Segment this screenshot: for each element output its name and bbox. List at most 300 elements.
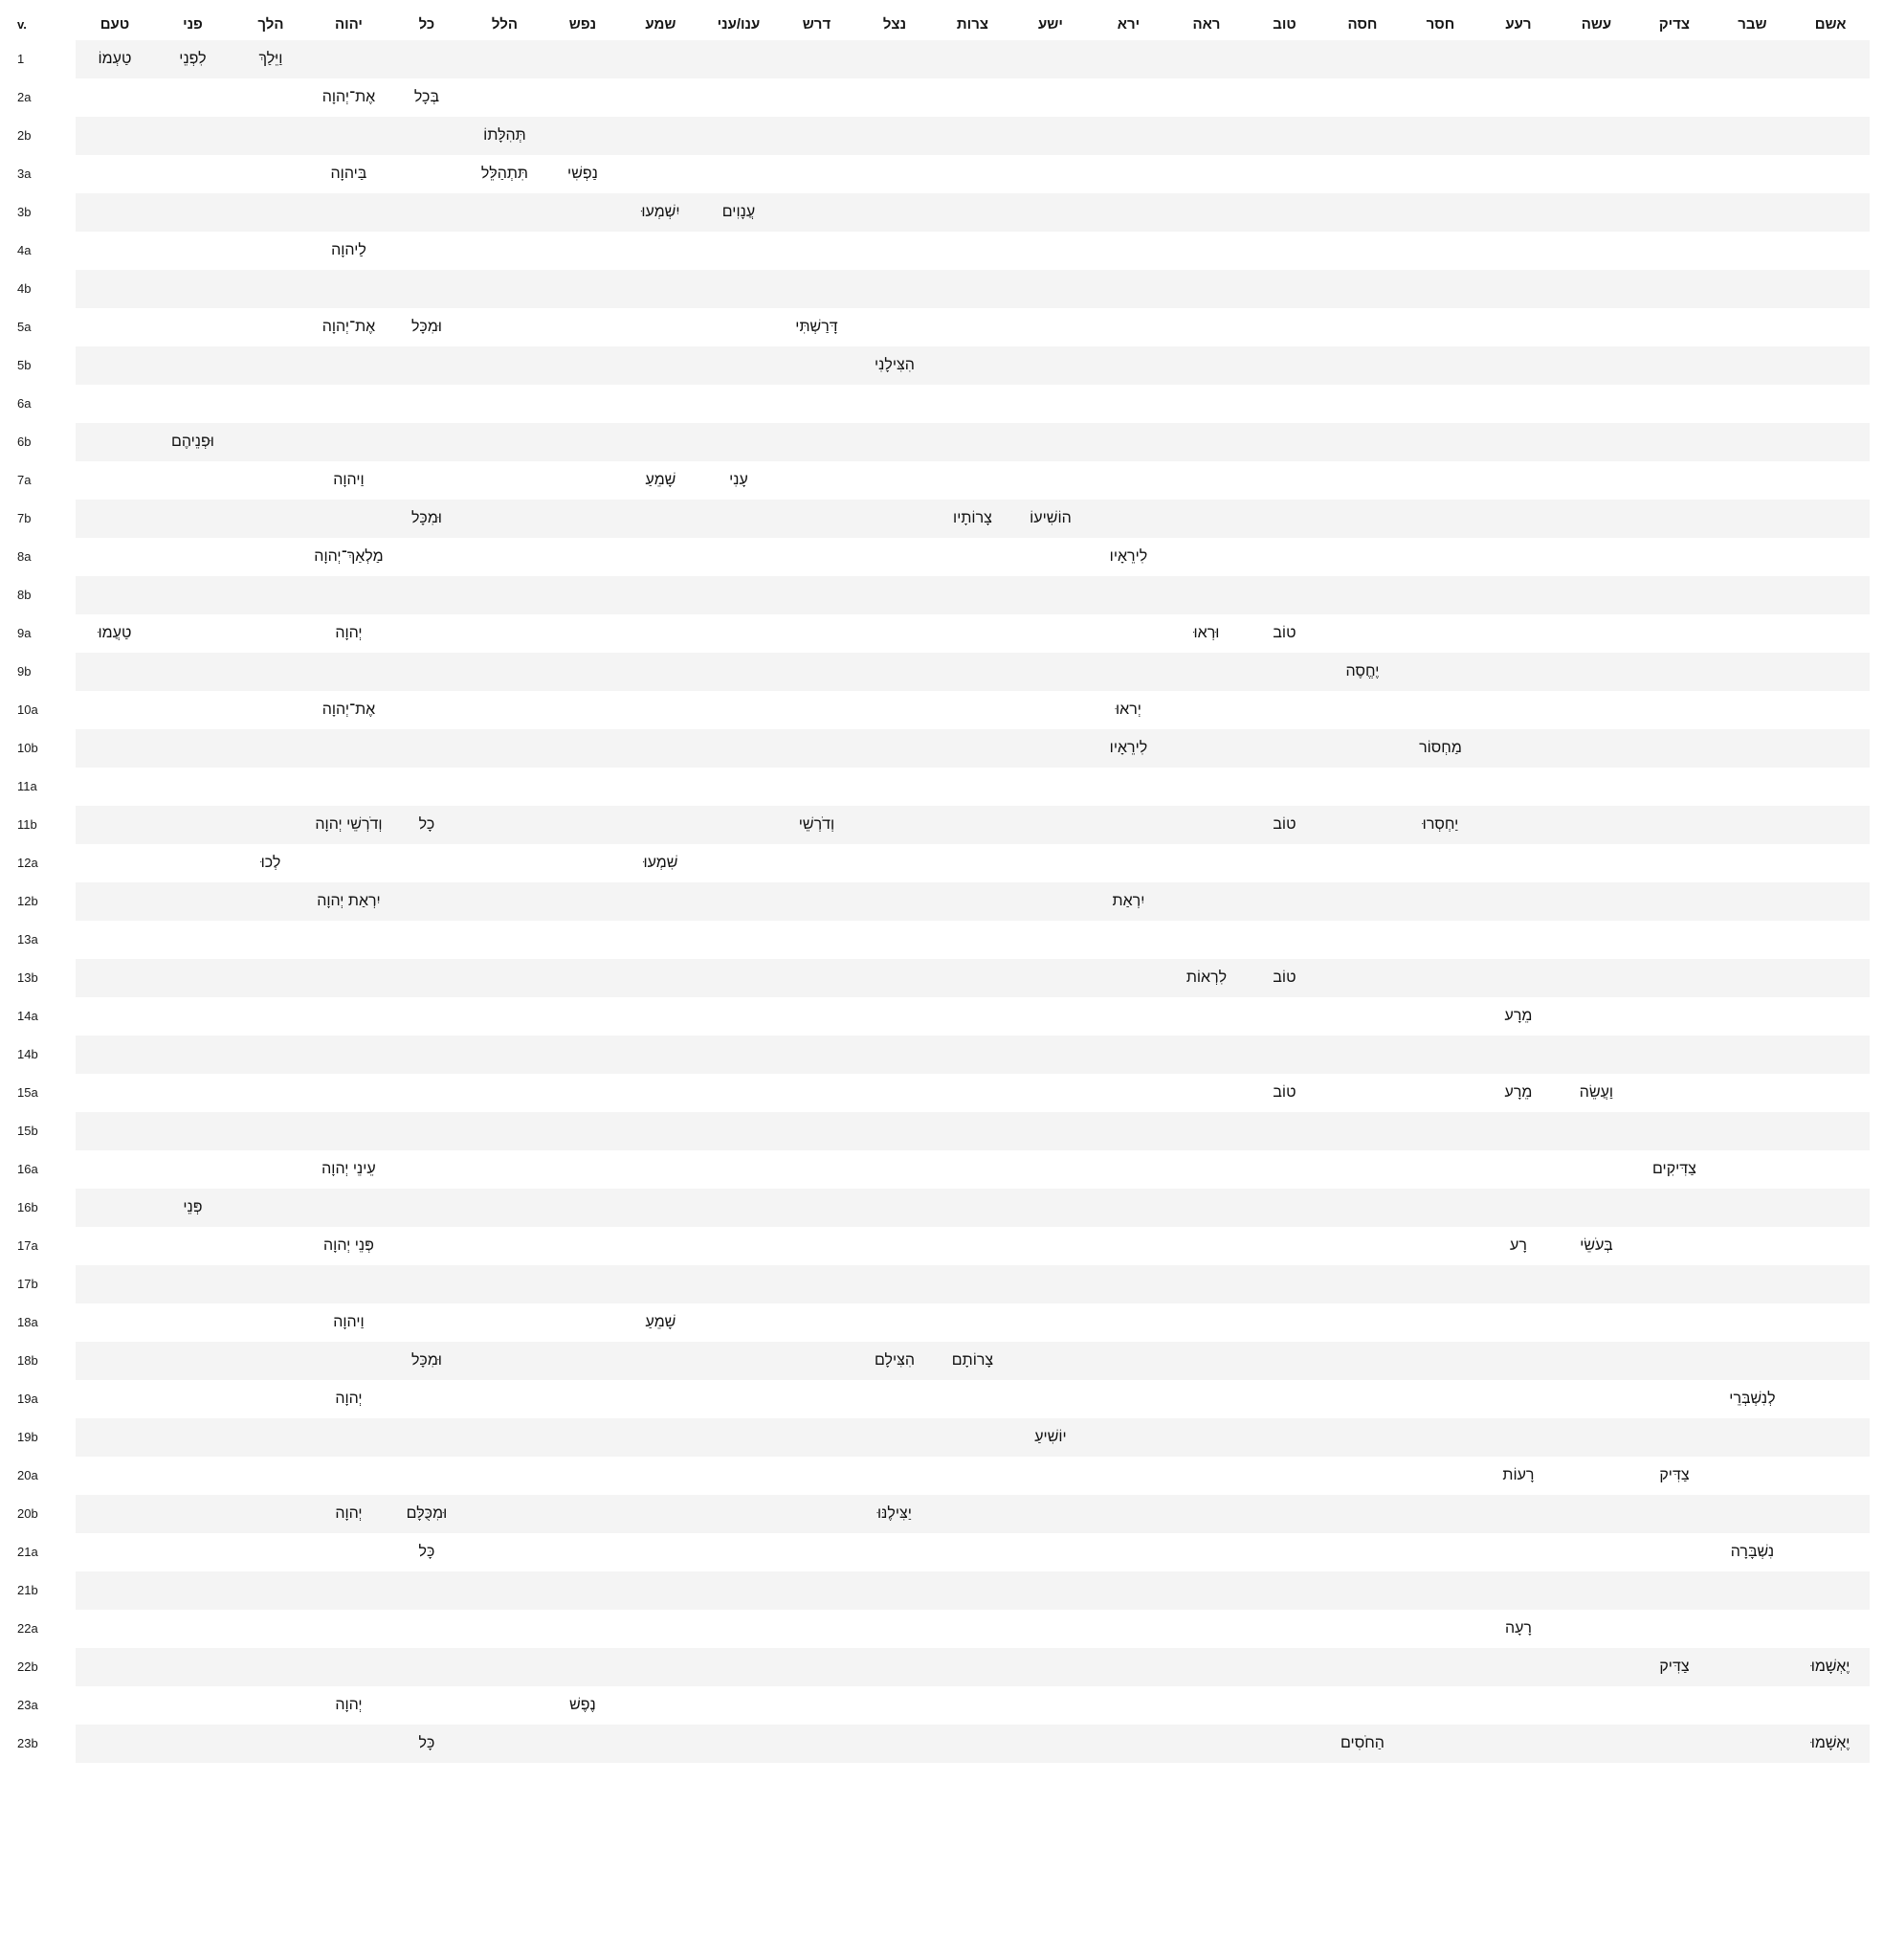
cell-r19-c18 [1479, 768, 1558, 806]
header-root-10: נצל [882, 15, 907, 33]
verse-label: 13b [13, 959, 76, 997]
cell-r2-c7 [622, 117, 700, 155]
cell-r21-c17 [1402, 844, 1480, 882]
cell-r31-c8 [699, 1227, 778, 1265]
cell-r31-c21 [1714, 1227, 1792, 1265]
cell-r44-c16: הַחֹסִים [1323, 1725, 1402, 1763]
cell-r33-c11 [934, 1303, 1012, 1342]
cell-r16-c10 [855, 653, 934, 691]
cell-r38-c20 [1635, 1495, 1714, 1533]
cell-r13-c0 [76, 538, 154, 576]
cell-r1-c11 [934, 78, 1012, 117]
cell-r38-c19 [1558, 1495, 1636, 1533]
cell-r33-c2 [232, 1303, 310, 1342]
cell-r24-c11 [934, 959, 1012, 997]
cell-r25-c0 [76, 997, 154, 1036]
cell-r43-c19 [1558, 1686, 1636, 1725]
table-row [13, 921, 1870, 959]
cell-r13-c3: מַלְאַךְ־יְהוָה [310, 538, 388, 576]
cell-r12-c5 [466, 500, 544, 538]
cell-r6-c8 [699, 270, 778, 308]
table-row [13, 1648, 1870, 1686]
cell-r39-c19 [1558, 1533, 1636, 1571]
cell-r23-c0 [76, 921, 154, 959]
cell-r3-c14 [1167, 155, 1246, 193]
cell-r32-c4 [388, 1265, 466, 1303]
cell-r13-c4 [388, 538, 466, 576]
cell-r10-c14 [1167, 423, 1246, 461]
cell-r11-c13 [1090, 461, 1168, 500]
cell-r6-c11 [934, 270, 1012, 308]
cell-r25-c14 [1167, 997, 1246, 1036]
verse-label: 18a [13, 1303, 76, 1342]
cell-r9-c3 [310, 385, 388, 423]
verse-label: 12b [13, 882, 76, 921]
cell-r11-c3: וַיהוָה [310, 461, 388, 500]
cell-r4-c19 [1558, 193, 1636, 232]
cell-r8-c14 [1167, 346, 1246, 385]
cell-r4-c1 [154, 193, 233, 232]
table-row [13, 538, 1870, 576]
cell-r26-c1 [154, 1036, 233, 1074]
cell-r40-c16 [1323, 1571, 1402, 1610]
cell-r16-c4 [388, 653, 466, 691]
cell-r0-c20 [1635, 40, 1714, 78]
cell-r9-c8 [699, 385, 778, 423]
cell-r29-c6 [543, 1150, 622, 1189]
cell-r36-c7 [622, 1418, 700, 1457]
cell-r24-c3 [310, 959, 388, 997]
cell-r8-c10: הִצִּילָנִי [855, 346, 934, 385]
cell-r44-c12 [1011, 1725, 1090, 1763]
verse-label: 15a [13, 1074, 76, 1112]
cell-r37-c1 [154, 1457, 233, 1495]
cell-r35-c22 [1791, 1380, 1870, 1418]
cell-r30-c11 [934, 1189, 1012, 1227]
cell-r5-c5 [466, 232, 544, 270]
cell-r34-c4: וּמִכָּל [388, 1342, 466, 1380]
header-root-0: טעם [100, 15, 130, 33]
cell-r19-c3 [310, 768, 388, 806]
cell-r21-c20 [1635, 844, 1714, 882]
cell-r35-c11 [934, 1380, 1012, 1418]
cell-r30-c4 [388, 1189, 466, 1227]
cell-r31-c6 [543, 1227, 622, 1265]
cell-r19-c10 [855, 768, 934, 806]
verse-label: 18b [13, 1342, 76, 1380]
cell-r19-c11 [934, 768, 1012, 806]
cell-r29-c4 [388, 1150, 466, 1189]
cell-r37-c18: רָעוֹת [1479, 1457, 1558, 1495]
cell-r8-c9 [778, 346, 856, 385]
cell-r18-c6 [543, 729, 622, 768]
cell-r30-c6 [543, 1189, 622, 1227]
table-row [13, 78, 1870, 117]
cell-r26-c14 [1167, 1036, 1246, 1074]
cell-r42-c12 [1011, 1648, 1090, 1686]
cell-r35-c1 [154, 1380, 233, 1418]
cell-r30-c13 [1090, 1189, 1168, 1227]
verse-label: 13a [13, 921, 76, 959]
cell-r0-c14 [1167, 40, 1246, 78]
cell-r24-c14: לִרְאוֹת [1167, 959, 1246, 997]
cell-r15-c19 [1558, 614, 1636, 653]
cell-r33-c22 [1791, 1303, 1870, 1342]
cell-r29-c5 [466, 1150, 544, 1189]
cell-r41-c20 [1635, 1610, 1714, 1648]
cell-r16-c16: יֶחֱסֶה [1323, 653, 1402, 691]
cell-r43-c5 [466, 1686, 544, 1725]
table-row [13, 1303, 1870, 1342]
table-row [13, 959, 1870, 997]
cell-r17-c5 [466, 691, 544, 729]
cell-r32-c2 [232, 1265, 310, 1303]
cell-r41-c19 [1558, 1610, 1636, 1648]
cell-r1-c2 [232, 78, 310, 117]
cell-r40-c10 [855, 1571, 934, 1610]
cell-r33-c7: שָׁמֵעַ [622, 1303, 700, 1342]
cell-r5-c9 [778, 232, 856, 270]
table-row [13, 1686, 1870, 1725]
cell-r6-c19 [1558, 270, 1636, 308]
table-row [13, 1418, 1870, 1457]
cell-r42-c16 [1323, 1648, 1402, 1686]
cell-r0-c16 [1323, 40, 1402, 78]
cell-r19-c14 [1167, 768, 1246, 806]
cell-r20-c10 [855, 806, 934, 844]
cell-r15-c22 [1791, 614, 1870, 653]
cell-r16-c3 [310, 653, 388, 691]
cell-r34-c22 [1791, 1342, 1870, 1380]
header-verse: v. [17, 16, 27, 32]
cell-r17-c21 [1714, 691, 1792, 729]
cell-r24-c22 [1791, 959, 1870, 997]
table-row [13, 1112, 1870, 1150]
cell-r29-c10 [855, 1150, 934, 1189]
cell-r23-c5 [466, 921, 544, 959]
header-root-7: שמע [645, 15, 676, 33]
cell-r25-c7 [622, 997, 700, 1036]
cell-r38-c21 [1714, 1495, 1792, 1533]
cell-r14-c19 [1558, 576, 1636, 614]
cell-r16-c21 [1714, 653, 1792, 691]
cell-r0-c10 [855, 40, 934, 78]
cell-r25-c4 [388, 997, 466, 1036]
cell-r36-c10 [855, 1418, 934, 1457]
cell-r27-c2 [232, 1074, 310, 1112]
cell-r29-c3: עֵינֵי יְהוָה [310, 1150, 388, 1189]
cell-r25-c22 [1791, 997, 1870, 1036]
cell-r37-c11 [934, 1457, 1012, 1495]
cell-r29-c9 [778, 1150, 856, 1189]
cell-r41-c12 [1011, 1610, 1090, 1648]
cell-r14-c20 [1635, 576, 1714, 614]
cell-r43-c4 [388, 1686, 466, 1725]
cell-r33-c9 [778, 1303, 856, 1342]
cell-r23-c6 [543, 921, 622, 959]
cell-r4-c15 [1246, 193, 1324, 232]
cell-r26-c13 [1090, 1036, 1168, 1074]
cell-r29-c7 [622, 1150, 700, 1189]
cell-r30-c3 [310, 1189, 388, 1227]
cell-r40-c21 [1714, 1571, 1792, 1610]
cell-r23-c2 [232, 921, 310, 959]
cell-r41-c10 [855, 1610, 934, 1648]
cell-r1-c0 [76, 78, 154, 117]
cell-r1-c14 [1167, 78, 1246, 117]
cell-r25-c3 [310, 997, 388, 1036]
cell-r42-c5 [466, 1648, 544, 1686]
cell-r2-c10 [855, 117, 934, 155]
cell-r34-c8 [699, 1342, 778, 1380]
cell-r32-c5 [466, 1265, 544, 1303]
cell-r7-c20 [1635, 308, 1714, 346]
cell-r1-c9 [778, 78, 856, 117]
cell-r8-c19 [1558, 346, 1636, 385]
cell-r12-c14 [1167, 500, 1246, 538]
cell-r39-c15 [1246, 1533, 1324, 1571]
cell-r38-c13 [1090, 1495, 1168, 1533]
cell-r39-c8 [699, 1533, 778, 1571]
cell-r24-c12 [1011, 959, 1090, 997]
cell-r26-c0 [76, 1036, 154, 1074]
cell-r22-c8 [699, 882, 778, 921]
cell-r32-c6 [543, 1265, 622, 1303]
cell-r27-c3 [310, 1074, 388, 1112]
cell-r5-c0 [76, 232, 154, 270]
cell-r29-c22 [1791, 1150, 1870, 1189]
cell-r22-c12 [1011, 882, 1090, 921]
cell-r37-c15 [1246, 1457, 1324, 1495]
cell-r12-c13 [1090, 500, 1168, 538]
cell-r17-c20 [1635, 691, 1714, 729]
cell-r14-c9 [778, 576, 856, 614]
cell-r15-c18 [1479, 614, 1558, 653]
cell-r42-c9 [778, 1648, 856, 1686]
cell-r8-c20 [1635, 346, 1714, 385]
cell-r21-c16 [1323, 844, 1402, 882]
cell-r12-c7 [622, 500, 700, 538]
cell-r35-c10 [855, 1380, 934, 1418]
cell-r34-c21 [1714, 1342, 1792, 1380]
cell-r5-c2 [232, 232, 310, 270]
cell-r42-c7 [622, 1648, 700, 1686]
cell-r36-c21 [1714, 1418, 1792, 1457]
cell-r1-c13 [1090, 78, 1168, 117]
cell-r12-c22 [1791, 500, 1870, 538]
cell-r13-c13: לִירֵאָיו [1090, 538, 1168, 576]
cell-r31-c7 [622, 1227, 700, 1265]
cell-r30-c12 [1011, 1189, 1090, 1227]
cell-r8-c12 [1011, 346, 1090, 385]
cell-r8-c5 [466, 346, 544, 385]
cell-r3-c17 [1402, 155, 1480, 193]
cell-r13-c10 [855, 538, 934, 576]
cell-r32-c20 [1635, 1265, 1714, 1303]
cell-r22-c13: יִרְאַת [1090, 882, 1168, 921]
cell-r18-c17: מַחְסוֹר [1402, 729, 1480, 768]
cell-r28-c9 [778, 1112, 856, 1150]
cell-r41-c13 [1090, 1610, 1168, 1648]
cell-r27-c4 [388, 1074, 466, 1112]
cell-r0-c22 [1791, 40, 1870, 78]
verse-label: 14b [13, 1036, 76, 1074]
cell-r38-c6 [543, 1495, 622, 1533]
cell-r10-c10 [855, 423, 934, 461]
cell-r15-c17 [1402, 614, 1480, 653]
table-row [13, 1457, 1870, 1495]
cell-r10-c22 [1791, 423, 1870, 461]
cell-r7-c15 [1246, 308, 1324, 346]
cell-r42-c20: צַדִּיק [1635, 1648, 1714, 1686]
cell-r40-c18 [1479, 1571, 1558, 1610]
cell-r8-c22 [1791, 346, 1870, 385]
cell-r16-c17 [1402, 653, 1480, 691]
cell-r39-c21: נִשְׁבָּרָה [1714, 1533, 1792, 1571]
cell-r8-c21 [1714, 346, 1792, 385]
cell-r26-c2 [232, 1036, 310, 1074]
cell-r12-c15 [1246, 500, 1324, 538]
cell-r34-c15 [1246, 1342, 1324, 1380]
cell-r39-c2 [232, 1533, 310, 1571]
cell-r9-c19 [1558, 385, 1636, 423]
cell-r8-c15 [1246, 346, 1324, 385]
cell-r5-c21 [1714, 232, 1792, 270]
cell-r31-c13 [1090, 1227, 1168, 1265]
cell-r43-c14 [1167, 1686, 1246, 1725]
cell-r37-c7 [622, 1457, 700, 1495]
cell-r39-c18 [1479, 1533, 1558, 1571]
cell-r9-c0 [76, 385, 154, 423]
cell-r32-c12 [1011, 1265, 1090, 1303]
cell-r7-c8 [699, 308, 778, 346]
cell-r22-c3: יִרְאַת יְהוָה [310, 882, 388, 921]
cell-r36-c20 [1635, 1418, 1714, 1457]
cell-r25-c5 [466, 997, 544, 1036]
cell-r19-c1 [154, 768, 233, 806]
cell-r28-c12 [1011, 1112, 1090, 1150]
cell-r23-c17 [1402, 921, 1480, 959]
cell-r23-c7 [622, 921, 700, 959]
cell-r22-c11 [934, 882, 1012, 921]
cell-r29-c20: צַדִּיקִים [1635, 1150, 1714, 1189]
cell-r21-c13 [1090, 844, 1168, 882]
table-row [13, 1150, 1870, 1189]
cell-r9-c2 [232, 385, 310, 423]
cell-r23-c4 [388, 921, 466, 959]
cell-r10-c0 [76, 423, 154, 461]
cell-r40-c4 [388, 1571, 466, 1610]
cell-r30-c10 [855, 1189, 934, 1227]
cell-r15-c21 [1714, 614, 1792, 653]
cell-r11-c16 [1323, 461, 1402, 500]
cell-r11-c11 [934, 461, 1012, 500]
cell-r4-c12 [1011, 193, 1090, 232]
cell-r9-c22 [1791, 385, 1870, 423]
cell-r3-c5: תִּתְהַלֵּל [466, 155, 544, 193]
cell-r0-c11 [934, 40, 1012, 78]
cell-r41-c17 [1402, 1610, 1480, 1648]
cell-r12-c11: צָרוֹתָיו [934, 500, 1012, 538]
cell-r35-c12 [1011, 1380, 1090, 1418]
cell-r28-c22 [1791, 1112, 1870, 1150]
cell-r3-c0 [76, 155, 154, 193]
cell-r19-c8 [699, 768, 778, 806]
lexical-distribution-table [13, 8, 1870, 1763]
cell-r2-c20 [1635, 117, 1714, 155]
cell-r37-c8 [699, 1457, 778, 1495]
cell-r42-c6 [543, 1648, 622, 1686]
cell-r20-c16 [1323, 806, 1402, 844]
cell-r0-c5 [466, 40, 544, 78]
cell-r21-c5 [466, 844, 544, 882]
cell-r11-c12 [1011, 461, 1090, 500]
cell-r31-c18: רָע [1479, 1227, 1558, 1265]
cell-r14-c15 [1246, 576, 1324, 614]
cell-r14-c6 [543, 576, 622, 614]
cell-r28-c2 [232, 1112, 310, 1150]
cell-r31-c19: בְּעֹשֵׂי [1558, 1227, 1636, 1265]
cell-r44-c7 [622, 1725, 700, 1763]
cell-r32-c21 [1714, 1265, 1792, 1303]
cell-r13-c9 [778, 538, 856, 576]
cell-r18-c12 [1011, 729, 1090, 768]
cell-r6-c3 [310, 270, 388, 308]
cell-r28-c16 [1323, 1112, 1402, 1150]
cell-r32-c22 [1791, 1265, 1870, 1303]
cell-r37-c6 [543, 1457, 622, 1495]
cell-r18-c5 [466, 729, 544, 768]
cell-r1-c5 [466, 78, 544, 117]
cell-r14-c2 [232, 576, 310, 614]
cell-r11-c8: עָנִי [699, 461, 778, 500]
cell-r0-c0: טַעְמוֹ [76, 40, 154, 78]
cell-r23-c19 [1558, 921, 1636, 959]
cell-r3-c11 [934, 155, 1012, 193]
cell-r33-c21 [1714, 1303, 1792, 1342]
cell-r7-c6 [543, 308, 622, 346]
cell-r40-c8 [699, 1571, 778, 1610]
cell-r23-c13 [1090, 921, 1168, 959]
cell-r16-c12 [1011, 653, 1090, 691]
cell-r13-c1 [154, 538, 233, 576]
cell-r7-c9: דָּרַשְׁתִּי [778, 308, 856, 346]
cell-r25-c21 [1714, 997, 1792, 1036]
cell-r5-c17 [1402, 232, 1480, 270]
cell-r42-c15 [1246, 1648, 1324, 1686]
cell-r18-c11 [934, 729, 1012, 768]
verse-label: 3b [13, 193, 76, 232]
cell-r37-c20: צַדִּיק [1635, 1457, 1714, 1495]
cell-r30-c16 [1323, 1189, 1402, 1227]
cell-r2-c16 [1323, 117, 1402, 155]
cell-r6-c16 [1323, 270, 1402, 308]
cell-r7-c3: אֶת־יְהוָה [310, 308, 388, 346]
cell-r16-c9 [778, 653, 856, 691]
cell-r4-c10 [855, 193, 934, 232]
table-row [13, 1533, 1870, 1571]
cell-r41-c4 [388, 1610, 466, 1648]
cell-r31-c2 [232, 1227, 310, 1265]
cell-r7-c14 [1167, 308, 1246, 346]
verse-label: 3a [13, 155, 76, 193]
cell-r39-c4: כָּל [388, 1533, 466, 1571]
cell-r13-c8 [699, 538, 778, 576]
cell-r24-c18 [1479, 959, 1558, 997]
cell-r36-c14 [1167, 1418, 1246, 1457]
cell-r21-c12 [1011, 844, 1090, 882]
cell-r24-c2 [232, 959, 310, 997]
